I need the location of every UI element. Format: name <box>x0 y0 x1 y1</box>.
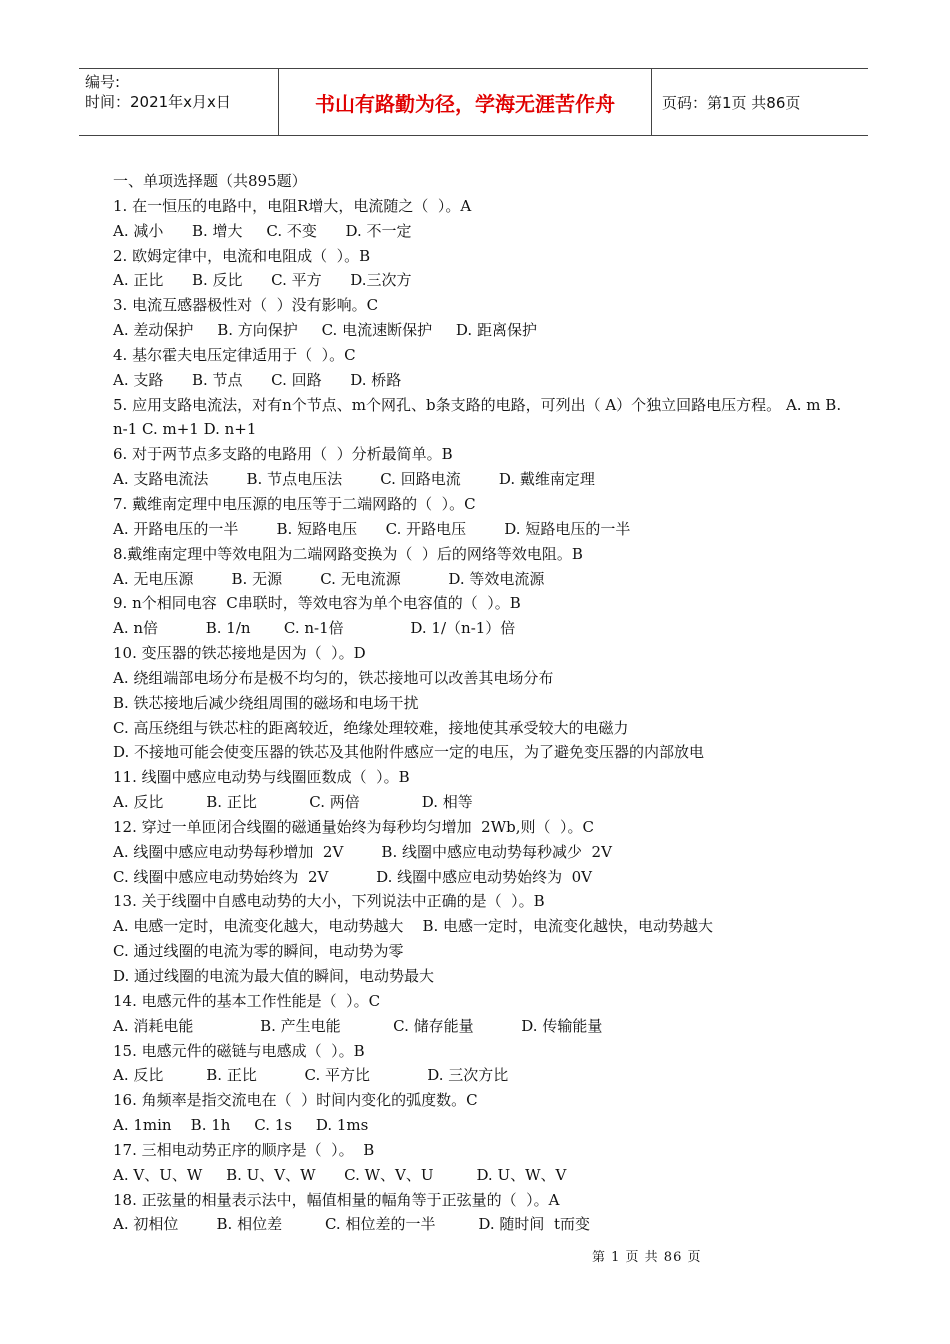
document-body <box>113 169 848 1237</box>
page-footer: 第 1 页 共 86 页 <box>592 1250 702 1265</box>
options-8: A. 无电压源 B. 无源 C. 无电流源 D. 等效电流源 <box>113 569 545 588</box>
options-14: A. 消耗电能 B. 产生电能 C. 储存能量 D. 传输能量 <box>113 1016 603 1035</box>
question-16: 16. 角频率是指交流电在（ ）时间内变化的弧度数。C <box>113 1091 478 1110</box>
question-14: 14. 电感元件的基本工作性能是（ ）。C <box>113 991 381 1010</box>
option-10-b: B. 铁芯接地后减少绕组周围的磁场和电场干扰 <box>113 693 419 712</box>
options-7: A. 开路电压的一半 B. 短路电压 C. 开路电压 D. 短路电压的一半 <box>113 519 631 538</box>
question-10: 10. 变压器的铁芯接地是因为（ ）。D <box>113 644 366 663</box>
question-7: 7. 戴维南定理中电压源的电压等于二端网路的（ ）。C <box>113 494 476 513</box>
options-11: A. 反比 B. 正比 C. 两倍 D. 相等 <box>113 793 473 812</box>
question-12: 12. 穿过一单匝闭合线圈的磁通量始终为每秒均匀增加 2Wb,则（ ）。C <box>113 817 595 836</box>
question-8: 8.戴维南定理中等效电阻为二端网路变换为（ ）后的网络等效电阻。B <box>113 544 583 563</box>
option-10-d: D. 不接地可能会使变压器的铁芯及其他附件感应一定的电压，为了避免变压器的内部放电 <box>113 743 705 762</box>
option-13-d: D. 通过线圈的电流为最大值的瞬间，电动势最大 <box>113 967 435 985</box>
question-2: 2. 欧姆定律中，电流和电阻成（ ）。B <box>113 246 371 265</box>
options-4: A. 支路 B. 节点 C. 回路 D. 桥路 <box>113 370 402 389</box>
options-9: A. n倍 B. 1/n C. n-1倍 D. 1/（n-1）倍 <box>113 619 516 638</box>
section-title: 一、单项选择题（共895题） <box>113 172 307 190</box>
options-17: A. V、U、W B. U、V、W C. W、V、U D. U、W、V <box>113 1165 567 1184</box>
time-label: 时间：2021年x月x日 <box>85 93 231 111</box>
question-6: 6. 对于两节点多支路的电路用（ ）分析最简单。B <box>113 445 453 464</box>
options-12-ab: A. 线圈中感应电动势每秒增加 2V B. 线圈中感应电动势每秒减少 2V <box>113 842 612 861</box>
question-5: 5. 应用支路电流法，对有n个节点、m个网孔、b条支路的电路，可列出（ A）个独立回路电压方程。 A. m B. n-1 C. m+1 D. n+1 <box>113 395 842 439</box>
question-15: 15. 电感元件的磁链与电感成（ ）。B <box>113 1041 365 1060</box>
options-3: A. 差动保护 B. 方向保护 C. 电流速断保护 D. 距离保护 <box>113 321 537 340</box>
question-1: 1. 在一恒压的电路中，电阻R增大，电流随之（ ）。A <box>113 196 472 215</box>
header-page-info: 页码：第1页 共86页 <box>662 93 801 112</box>
question-3: 3. 电流互感器极性对（ ）没有影响。C <box>113 296 379 315</box>
options-18: A. 初相位 B. 相位差 C. 相位差的一半 D. 随时间 t而变 <box>113 1215 590 1234</box>
question-4: 4. 基尔霍夫电压定律适用于（ ）。C <box>113 345 356 364</box>
page-header <box>79 68 868 136</box>
header-motto: 书山有路勤为径，学海无涯苦作舟 <box>279 69 652 135</box>
options-13-ab: A. 电感一定时，电流变化越大，电动势越大 B. 电感一定时，电流变化越快，电动势越大 <box>113 917 714 936</box>
options-6: A. 支路电流法 B. 节点电压法 C. 回路电流 D. 戴维南定理 <box>113 470 595 489</box>
option-13-c: C. 通过线圈的电流为零的瞬间，电动势为零 <box>113 942 404 961</box>
options-15: A. 反比 B. 正比 C. 平方比 D. 三次方比 <box>113 1066 509 1085</box>
options-1: A. 减小 B. 增大 C. 不变 D. 不一定 <box>113 221 412 240</box>
question-13: 13. 关于线圈中自感电动势的大小，下列说法中正确的是（ ）。B <box>113 892 545 911</box>
options-16: A. 1min B. 1h C. 1s D. 1ms <box>113 1116 369 1135</box>
question-17: 17. 三相电动势正序的顺序是（ ）。 B <box>113 1140 375 1159</box>
options-2: A. 正比 B. 反比 C. 平方 D.三次方 <box>113 271 412 290</box>
serial-label: 编号: <box>85 73 121 91</box>
question-18: 18. 正弦量的相量表示法中，幅值相量的幅角等于正弦量的（ ）。A <box>113 1190 560 1209</box>
option-10-c: C. 高压绕组与铁芯柱的距离较近，绝缘处理较难，接地使其承受较大的电磁力 <box>113 718 629 737</box>
option-10-a: A. 绕组端部电场分布是极不均匀的，铁芯接地可以改善其电场分布 <box>113 668 554 687</box>
header-meta <box>79 69 279 135</box>
options-12-cd: C. 线圈中感应电动势始终为 2V D. 线圈中感应电动势始终为 0V <box>113 867 593 886</box>
question-9: 9. n个相同电容 C串联时，等效电容为单个电容值的（ ）。B <box>113 594 521 613</box>
question-11: 11. 线圈中感应电动势与线圈匝数成（ ）。B <box>113 768 410 787</box>
